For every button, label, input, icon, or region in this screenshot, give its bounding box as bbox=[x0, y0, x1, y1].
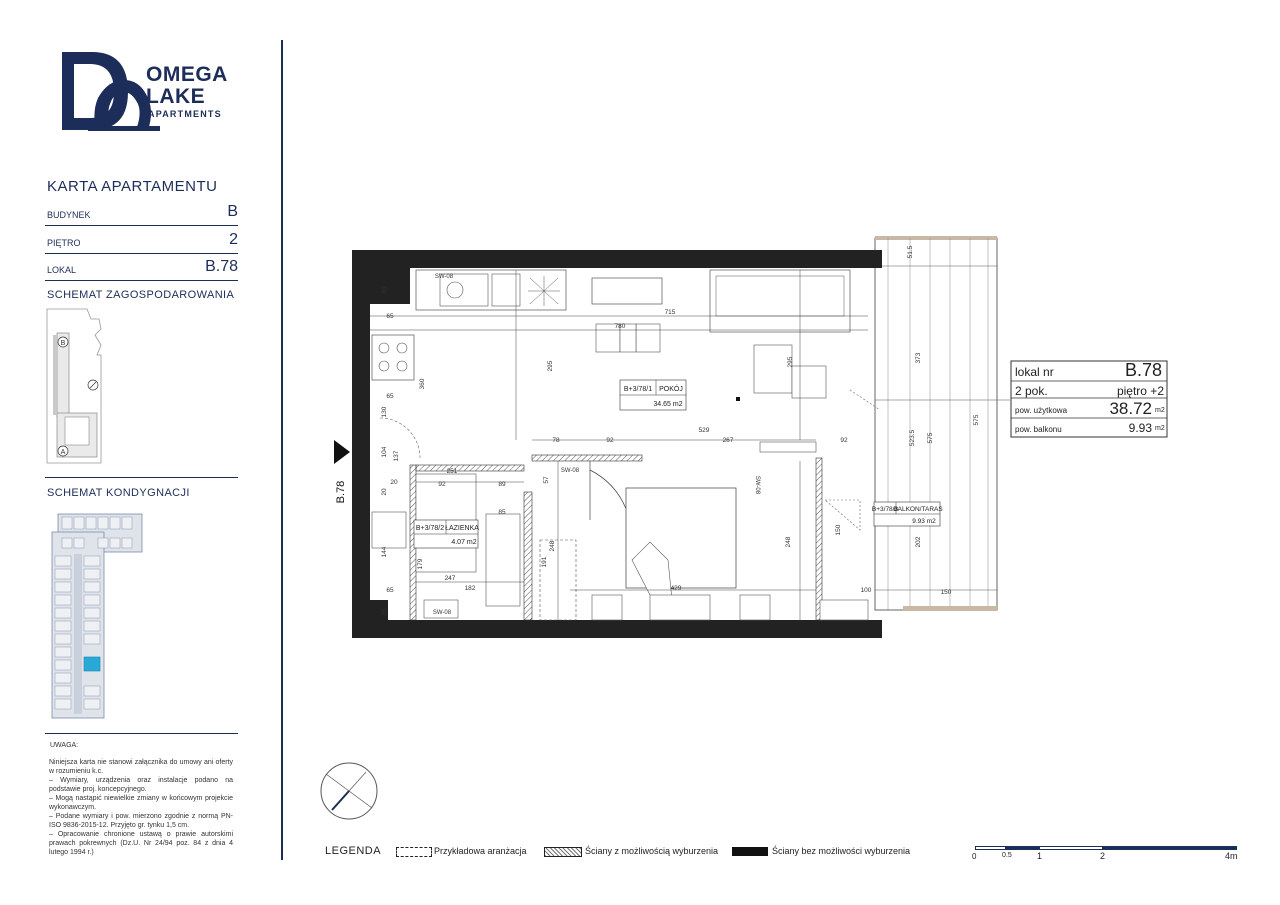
legend-swatch-arrangement bbox=[396, 847, 432, 857]
fixture-label: SW-08 bbox=[434, 274, 454, 280]
scale-tick: 0 bbox=[972, 852, 977, 861]
dim-label: 65 bbox=[386, 313, 394, 320]
legend-label: Ściany bez możliwości wyburzenia bbox=[772, 846, 911, 856]
note-item: – Podane wymiary i pow. mierzono zgodnie z normą PN-ISO 9836-2015-12. Przyjęto gr. tynku 1,5 cm. bbox=[49, 813, 233, 829]
dim-label: 295 bbox=[547, 360, 554, 372]
dim-label: 529 bbox=[698, 427, 710, 434]
room-code: B+3/78/2 bbox=[415, 525, 445, 532]
dim-label: 92 bbox=[840, 437, 848, 444]
entry-arrow-icon bbox=[334, 440, 350, 464]
brand-line1: OMEGA bbox=[146, 63, 228, 86]
dim-label: 575 bbox=[973, 414, 980, 426]
dim-label: 104 bbox=[381, 446, 388, 458]
brand-logo bbox=[58, 46, 248, 136]
unit-label: B.78 bbox=[335, 480, 347, 504]
legend-title: LEGENDA bbox=[325, 845, 382, 857]
dim-label: 130 bbox=[381, 406, 388, 418]
scale-tick: 4m bbox=[1225, 851, 1238, 861]
dim-label: 715 bbox=[664, 309, 676, 316]
row-divider bbox=[45, 225, 238, 226]
row-divider bbox=[45, 280, 238, 281]
dim-label: 251 bbox=[446, 468, 458, 475]
dim-label: 429 bbox=[670, 585, 682, 592]
dim-label: 100 bbox=[860, 587, 872, 594]
brand-line3: APARTMENTS bbox=[148, 109, 222, 119]
info-usable-unit: m2 bbox=[1155, 407, 1165, 414]
note-item: – Wymiary, urządzenia oraz instalacje podano na podstawie proj. koncepcyjnego. bbox=[49, 777, 233, 793]
site-plan-label-a: A bbox=[60, 449, 66, 456]
room-area: 34.65 m2 bbox=[653, 401, 683, 408]
info-balcony-label: pow. balkonu bbox=[1015, 425, 1062, 434]
info-usable-value: 38.72 bbox=[1109, 399, 1152, 418]
legend-swatch-permanent bbox=[732, 847, 768, 856]
dim-label: 85 bbox=[498, 509, 506, 516]
room-name: ŁAZIENKA bbox=[445, 525, 479, 532]
dim-label: 65 bbox=[386, 393, 394, 400]
dim-label: 373 bbox=[915, 352, 922, 364]
dim-label: 182 bbox=[464, 585, 476, 592]
dim-label: 523.5 bbox=[909, 429, 916, 447]
legend-swatch-removable bbox=[544, 847, 582, 857]
row-building-label: BUDYNEK bbox=[47, 210, 91, 220]
room-name: POKÓJ bbox=[659, 386, 683, 393]
brand-line2: LAKE bbox=[146, 85, 206, 108]
dim-label: 247 bbox=[444, 575, 456, 582]
row-divider bbox=[45, 253, 238, 254]
room-area: 9.93 m2 bbox=[912, 518, 936, 525]
dim-label: 267 bbox=[722, 437, 734, 444]
dim-label: 179 bbox=[417, 558, 424, 570]
dim-label: 65 bbox=[386, 587, 394, 594]
fixture-label: SW-08 bbox=[560, 468, 580, 474]
note-title: UWAGA: bbox=[50, 742, 79, 749]
fixture-label: SW-08 bbox=[432, 610, 452, 616]
row-floor-label: PIĘTRO bbox=[47, 238, 81, 248]
room-code: B+3/78/3 bbox=[871, 506, 899, 513]
dim-label: 92 bbox=[606, 437, 614, 444]
fixture-label: SW-08 bbox=[754, 475, 760, 495]
notes-block bbox=[49, 758, 233, 857]
dim-label: 20 bbox=[390, 479, 398, 486]
legend-label: Przykładowa aranżacja bbox=[434, 846, 527, 856]
scale-tick: 2 bbox=[1100, 851, 1106, 861]
floor-schema-map bbox=[50, 512, 145, 722]
dim-label: 35 bbox=[381, 608, 388, 616]
row-unit-value: B.78 bbox=[205, 258, 238, 275]
row-unit-label: LOKAL bbox=[47, 265, 77, 275]
room-name: BALKON/TARAS bbox=[893, 506, 943, 513]
sidebar-title: KARTA APARTAMENTU bbox=[47, 178, 218, 195]
room-code: B+3/78/1 bbox=[623, 386, 653, 393]
dim-label: 92 bbox=[438, 481, 446, 488]
dim-label: 57 bbox=[543, 476, 550, 484]
note-item: Niniejsza karta nie stanowi załącznika do umowy ani oferty w rozumieniu k.c. bbox=[49, 759, 233, 775]
info-lokal-value: B.78 bbox=[1124, 360, 1162, 380]
dim-label: 150 bbox=[940, 589, 952, 596]
dim-label: 65 bbox=[381, 286, 388, 294]
dim-label: 144 bbox=[381, 546, 388, 558]
highlighted-unit bbox=[84, 657, 100, 671]
dim-label: 51.5 bbox=[907, 245, 914, 259]
sidebar-divider bbox=[281, 40, 283, 860]
scale-tick: 0.5 bbox=[1002, 852, 1012, 859]
dim-label: 780 bbox=[614, 323, 626, 330]
site-plan-map bbox=[45, 305, 125, 465]
info-usable-label: pow. użytkowa bbox=[1015, 406, 1068, 415]
info-floor: piętro +2 bbox=[1116, 384, 1164, 398]
scale-bar bbox=[975, 846, 1237, 850]
dim-label: 150 bbox=[835, 524, 842, 536]
dim-label: 295 bbox=[787, 356, 794, 368]
info-balcony-value: 9.93 bbox=[1128, 421, 1152, 435]
row-building-value: B bbox=[227, 203, 238, 220]
legend-label: Ściany z możliwością wyburzenia bbox=[585, 846, 719, 856]
section-divider bbox=[45, 733, 238, 734]
unit-info-box bbox=[1010, 360, 1168, 438]
info-lokal-label: lokal nr bbox=[1015, 365, 1054, 379]
site-plan-label-b: B bbox=[60, 340, 66, 347]
dim-label: 78 bbox=[552, 437, 560, 444]
info-balcony-unit: m2 bbox=[1155, 425, 1165, 432]
site-plan-title: SCHEMAT ZAGOSPODAROWANIA bbox=[47, 289, 235, 301]
dim-label: 89 bbox=[498, 481, 506, 488]
scale-tick: 1 bbox=[1037, 851, 1043, 861]
floor-plan bbox=[320, 230, 1010, 650]
note-item: – Opracowanie chronione ustawą o prawie autorskimi prawach pokrewnych (Dz.U. Nr 24/94 poz. 84 z dnia 4 lutego 1994 r.) bbox=[49, 831, 233, 856]
room-area: 4.07 m2 bbox=[451, 539, 477, 546]
dim-label: 248 bbox=[785, 536, 792, 548]
dim-label: 137 bbox=[393, 450, 400, 462]
north-arrow-icon bbox=[318, 760, 380, 822]
dim-label: 360 bbox=[419, 378, 426, 390]
dim-label: 248 bbox=[549, 540, 556, 552]
floor-plan-title: SCHEMAT KONDYGNACJI bbox=[47, 487, 190, 499]
dim-label: 20 bbox=[381, 488, 388, 496]
dim-label: 191 bbox=[541, 556, 548, 568]
section-divider bbox=[45, 477, 238, 478]
note-item: – Mogą nastąpić niewielkie zmiany w końcowym projekcie wykonawczym. bbox=[49, 795, 233, 811]
row-floor-value: 2 bbox=[229, 231, 238, 248]
dim-label: 202 bbox=[915, 536, 922, 548]
info-rooms: 2 pok. bbox=[1015, 384, 1048, 398]
dim-label: 575 bbox=[927, 432, 934, 444]
